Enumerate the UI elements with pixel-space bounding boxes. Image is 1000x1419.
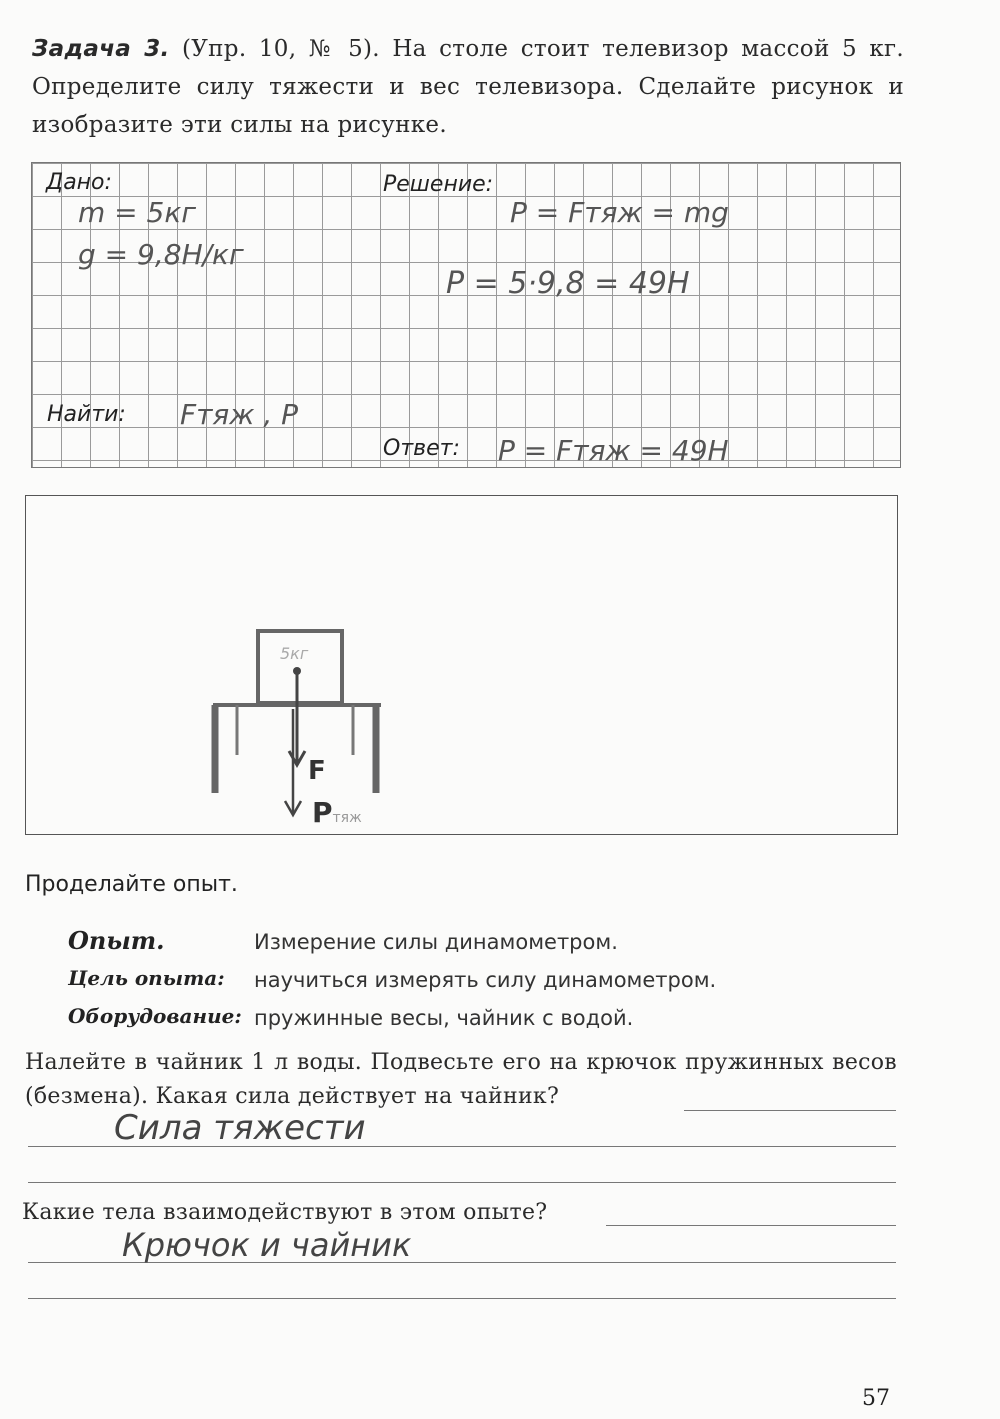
- question-2-answer: Крючок и чайник: [122, 1226, 412, 1264]
- force-p-subscript: тяж: [332, 810, 362, 826]
- center-of-mass-dot: [293, 667, 301, 675]
- experiment-label: Опыт.: [68, 926, 165, 955]
- experiment-value: Измерение силы динамометром.: [254, 930, 618, 954]
- answer-line-2c: [28, 1298, 896, 1299]
- task-statement: [32, 30, 904, 144]
- experiment-heading: Проделайте опыт.: [25, 872, 238, 897]
- force-f-label: F: [308, 756, 326, 786]
- solution-line-2: P = 5·9,8 = 49Н: [446, 266, 690, 301]
- force-p-symbol: P: [312, 796, 333, 829]
- tv-on-table-drawing: [25, 495, 898, 835]
- answer-line-1a: [684, 1110, 896, 1111]
- question-2-text: Какие тела взаимодействуют в этом опыте?: [22, 1200, 548, 1225]
- answer-label: Ответ:: [383, 436, 460, 461]
- equipment-value: пружинные весы, чайник с водой.: [254, 1006, 634, 1030]
- given-label: Дано:: [46, 170, 112, 195]
- given-mass: m = 5кг: [78, 196, 196, 229]
- question-1: [25, 1046, 897, 1114]
- tv-shape: [258, 631, 342, 703]
- answer-line-2a: [606, 1225, 896, 1226]
- goal-value: научиться измерять силу динамометром.: [254, 968, 717, 992]
- solution-line-1: P = Fтяж = mg: [510, 196, 729, 229]
- equipment-label: Оборудование:: [68, 1004, 242, 1028]
- page-number: 57: [862, 1386, 890, 1411]
- question-1-answer: Сила тяжести: [114, 1108, 366, 1148]
- question-1-text: Налейте в чайник 1 л воды. Подвесьте его на крючок пружинных весов (безмена). Какая сила действует на чайник?: [25, 1050, 897, 1109]
- solution-label: Решение:: [383, 172, 494, 197]
- find-value: Fтяж , P: [180, 398, 299, 431]
- find-label: Найти:: [47, 402, 126, 427]
- goal-label: Цель опыта:: [68, 966, 225, 990]
- force-p-label: [312, 796, 362, 829]
- given-g: g = 9,8Н/кг: [78, 238, 244, 271]
- answer-value: P = Fтяж = 49Н: [498, 434, 729, 467]
- tv-mass-label: 5кг: [280, 644, 309, 663]
- task-text: (Упр. 10, № 5). На столе стоит телевизор массой 5 кг. Определите силу тяжести и вес телевизора. Сделайте рисунок и изобразите эти силы на рисунке.: [32, 36, 905, 138]
- answer-line-1c: [28, 1182, 896, 1183]
- task-label: Задача 3.: [32, 36, 170, 62]
